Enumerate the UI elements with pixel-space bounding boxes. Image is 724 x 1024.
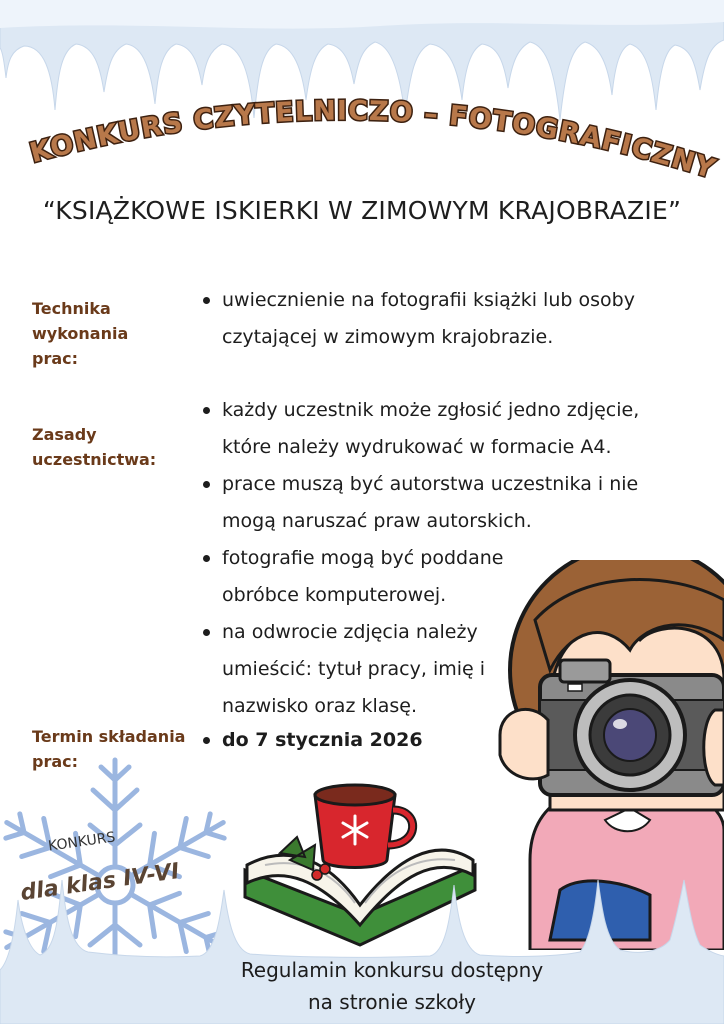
contest-title — [20, 80, 724, 200]
list-item: każdy uczestnik może zgłosić jedno zdjęcie, które należy wydrukować w formacie A4. — [200, 392, 682, 466]
footer-line-2: na stronie szkoły — [307, 990, 476, 1014]
label-rules: Zasady uczestnictwa: — [32, 425, 157, 469]
label-deadline: Termin składania prac: — [32, 727, 186, 771]
label-technique: Technika wykonania prac: — [32, 299, 129, 368]
list-item: fotografie mogą być poddane obróbce komputerowej. — [200, 540, 542, 614]
deadline-value: do 7 stycznia 2026 — [200, 722, 700, 759]
technique-list — [200, 282, 700, 356]
footer-line-1: Regulamin konkursu dostępny — [240, 958, 544, 982]
contest-subtitle: “KSIĄŻKOWE ISKIERKI W ZIMOWYM KRAJOBRAZIE” — [42, 196, 682, 225]
badge-class-text: dla klas IV-VI — [19, 858, 181, 907]
contest-title-text: KONKURS CZYTELNICZO – FOTOGRAFICZNY — [26, 95, 720, 186]
badge-small-text: KONKURS — [47, 829, 117, 855]
list-item: uwiecznienie na fotografii książki lub osoby czytającej w zimowym krajobrazie. — [200, 282, 682, 356]
list-item: na odwrocie zdjęcia należy umieścić: tytuł pracy, imię i nazwisko oraz klasę. — [200, 614, 512, 725]
svg-text:KONKURS CZYTELNICZO – FOTOGRAF — [27, 96, 720, 186]
list-item: prace muszą być autorstwa uczestnika i nie mogą naruszać praw autorskich. — [200, 466, 682, 540]
footer-note — [0, 954, 724, 1018]
